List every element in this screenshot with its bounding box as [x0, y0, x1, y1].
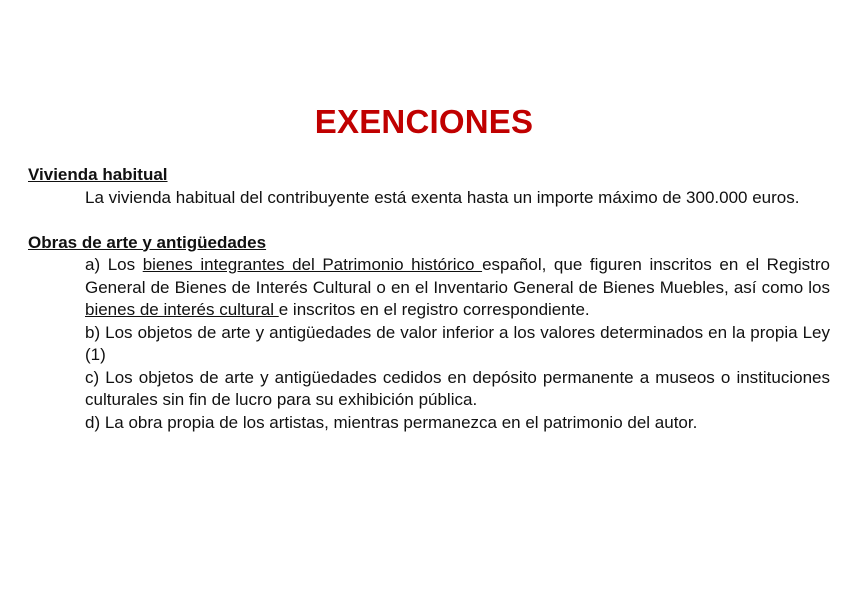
slide-content — [28, 164, 830, 434]
exemption-item-c: c) Los objetos de arte y antigüedades cedidos en depósito permanente a museos o instituciones culturales sin fin de lucro para su exhibición pública. — [85, 367, 830, 409]
link-patrimonio-historico[interactable]: bienes integrantes del Patrimonio histórico — [142, 255, 483, 274]
exemption-item-b: b) Los objetos de arte y antigüedades de valor inferior a los valores determinados en la propia Ley (1) — [85, 322, 830, 364]
section-heading-obras-arte: Obras de arte y antigüedades — [28, 232, 267, 252]
item-a-prefix: a) Los — [85, 255, 143, 274]
page-title: EXENCIONES — [314, 103, 534, 140]
section-heading-vivienda: Vivienda habitual — [28, 165, 168, 184]
item-a-middle: español, que figuren inscritos en el Registro General de Bienes de Interés Cultural o en el Inventario General de Bienes Muebles, así como los — [85, 255, 830, 297]
exemption-item-d: d) La obra propia de los artistas, mientras permanezca en el patrimonio del autor. — [85, 412, 698, 432]
link-bienes-interes-cultural[interactable]: bienes de interés cultural — [85, 300, 279, 319]
spacer — [28, 209, 830, 232]
section-text-vivienda: La vivienda habitual del contribuyente está exenta hasta un importe máximo de 300.000 euros. — [85, 187, 800, 207]
item-a-suffix: e inscritos en el registro correspondiente. — [278, 300, 590, 319]
exemption-item-a — [85, 254, 830, 322]
